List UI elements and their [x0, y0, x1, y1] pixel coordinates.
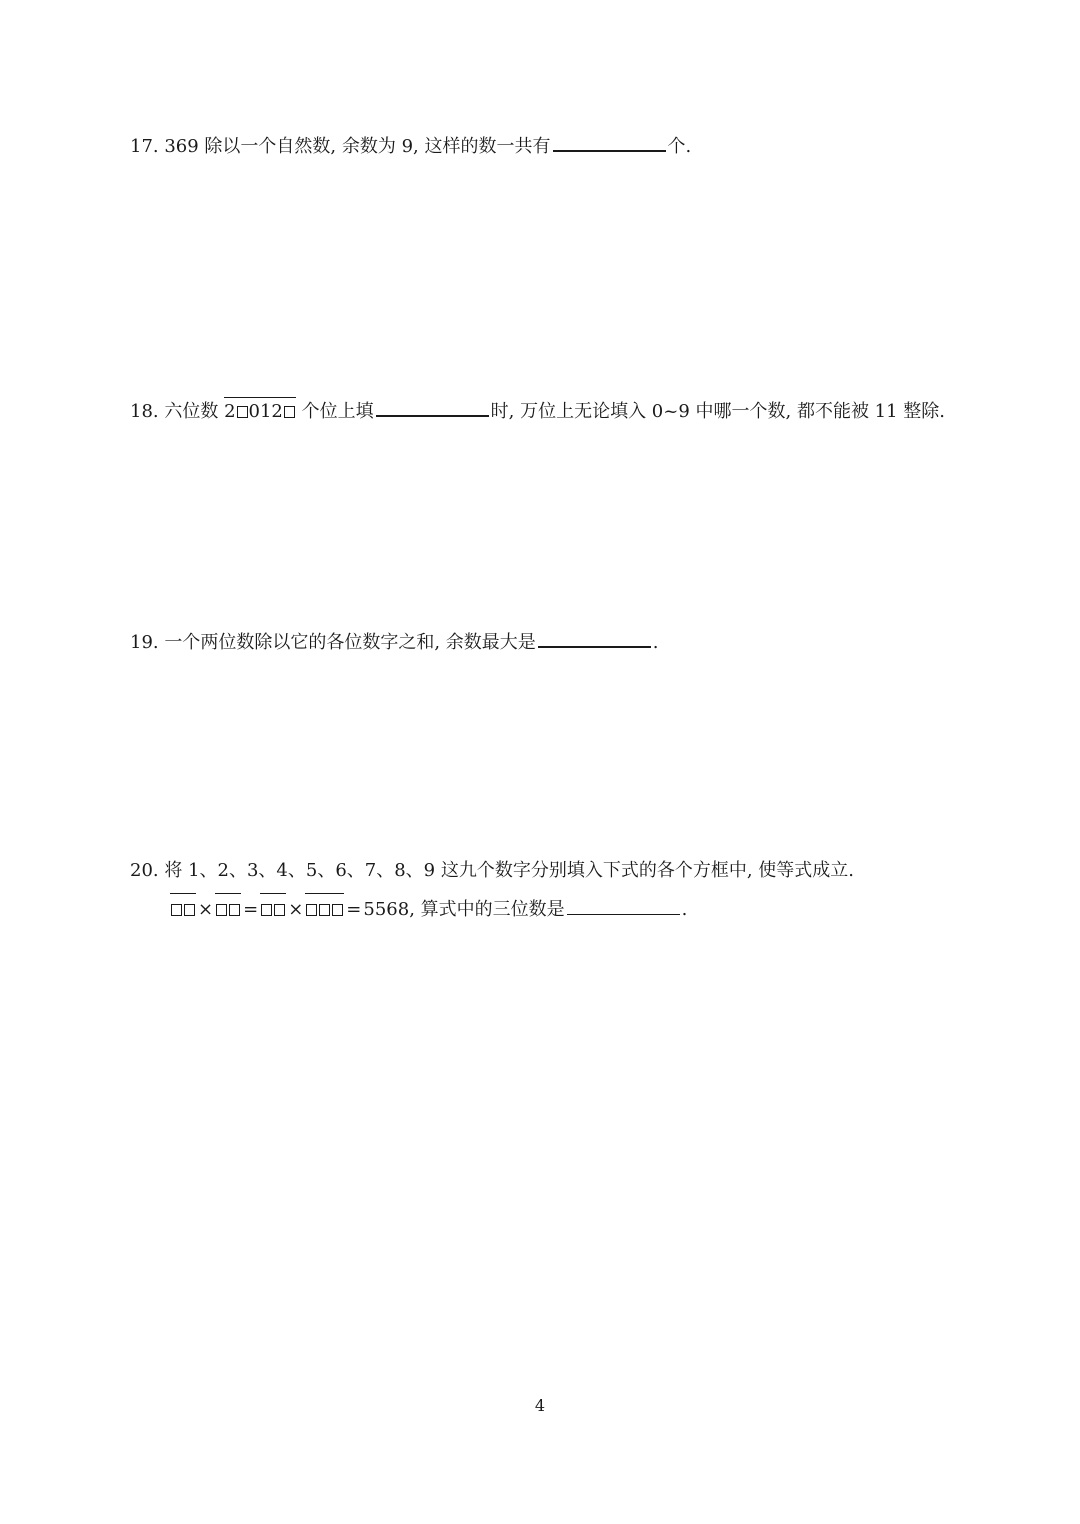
equals-sign: = — [346, 899, 362, 920]
digit-box — [306, 904, 317, 916]
question-18-suffix: 时, 万位上无论填入 0~9 中哪一个数, 都不能被 11 整除. — [490, 401, 946, 422]
question-20-text: 20. 将 1、2、3、4、5、6、7、8、9 这九个数字分别填入下式的各个方框中, 使等式成立. — [130, 860, 855, 881]
two-digit-box-3 — [260, 897, 286, 923]
equation-result: 5568 — [363, 899, 410, 920]
question-18 — [130, 397, 945, 425]
digit-box — [216, 904, 227, 916]
question-20-line2-text: , 算式中的三位数是 — [409, 899, 565, 920]
six-digit-number — [224, 399, 296, 425]
page-number: 4 — [534, 1396, 546, 1415]
times-sign: × — [288, 899, 304, 920]
question-19-text: 19. 一个两位数除以它的各位数字之和, 余数最大是 — [130, 632, 536, 653]
digit-hundred-thousands: 2 — [224, 401, 236, 422]
digit-box — [184, 904, 195, 916]
digit-box — [171, 904, 182, 916]
question-17-answer-blank[interactable] — [553, 132, 666, 152]
question-17-text: 17. 369 除以一个自然数, 余数为 9, 这样的数一共有 — [130, 136, 551, 157]
question-17-suffix: 个. — [667, 136, 692, 157]
question-18-mid: 个位上填 — [295, 401, 374, 422]
question-19 — [130, 628, 659, 656]
times-sign: × — [198, 899, 214, 920]
digit-box — [229, 904, 240, 916]
digit-box-ones — [284, 406, 295, 418]
question-20 — [130, 858, 854, 884]
digit-box — [319, 904, 330, 916]
question-20-equation — [170, 896, 687, 923]
question-17 — [130, 132, 691, 160]
question-20-suffix: . — [681, 899, 688, 920]
digit-box — [274, 904, 285, 916]
digit-box — [261, 904, 272, 916]
question-19-answer-blank[interactable] — [538, 628, 651, 648]
question-20-answer-blank[interactable] — [567, 896, 680, 915]
two-digit-box-1 — [170, 897, 196, 923]
digits-middle: 012 — [248, 401, 283, 422]
two-digit-box-2 — [215, 897, 241, 923]
digit-box — [332, 904, 343, 916]
three-digit-box — [305, 897, 344, 923]
question-19-suffix: . — [652, 632, 659, 653]
question-18-answer-blank[interactable] — [376, 397, 489, 417]
equals-sign: = — [243, 899, 259, 920]
question-18-text: 18. 六位数 — [130, 401, 225, 422]
digit-box-ten-thousands — [237, 406, 248, 418]
